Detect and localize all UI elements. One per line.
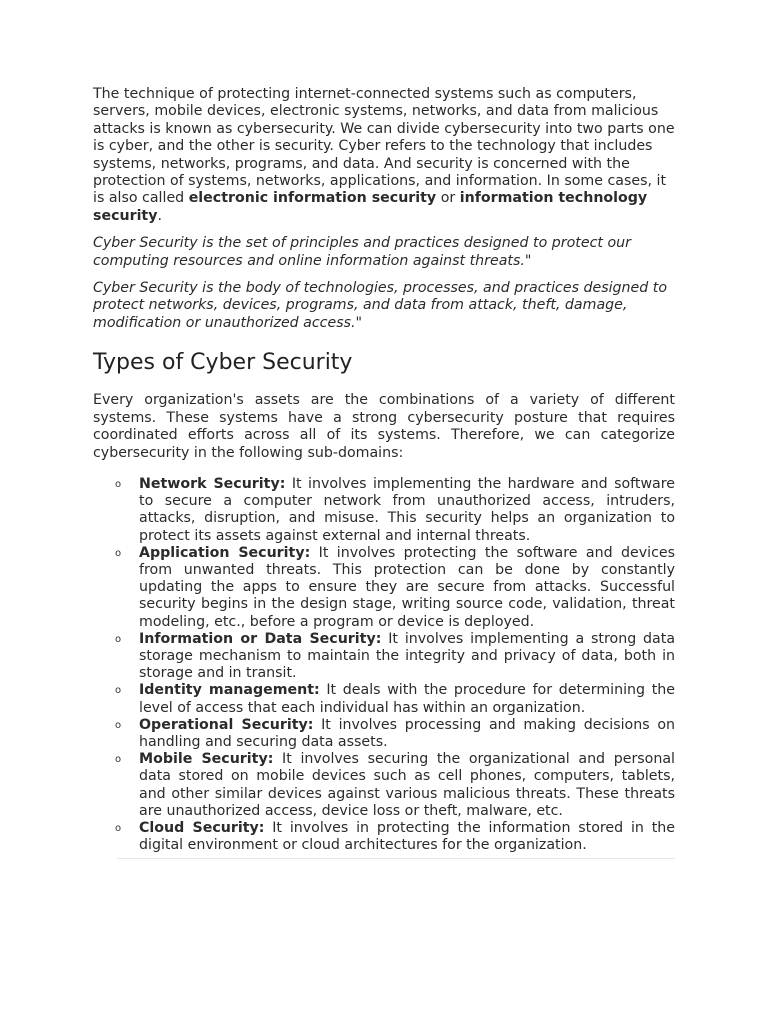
subdomain-list — [93, 476, 675, 854]
intro-paragraph — [93, 86, 675, 225]
list-item-operational-security — [115, 716, 675, 751]
quote-text: Cyber Security is the set of principles and practices designed to protect our computing resources and online information against threats. — [93, 235, 631, 269]
item-text: It deals with the procedure for determining the level of access that each individual has within an organization. — [139, 682, 675, 716]
item-text: It involves protecting the software and devices from unwanted threats. This protection can be done by constantly updating the apps to ensure they are secure from attacks. Successful security begins in the design stage, writing source code, validation, threat modeling, etc., before a program or device is deployed. — [139, 544, 675, 630]
item-term: Mobile Security: — [139, 751, 274, 768]
item-text: It involves securing the organizational and personal data stored on mobile devices such as cell phones, computers, tablets, and other similar devices against various malicious threats. These threats are unauthorized access, device loss or theft, malware, etc. — [139, 751, 675, 819]
term-electronic-information-security: electronic information security — [188, 190, 437, 207]
item-text: It involves implementing a strong data storage mechanism to maintain the integrity and privacy of data, both in storage and in transit. — [139, 630, 676, 682]
list-item-identity-management — [115, 682, 675, 716]
divider-line — [117, 858, 675, 859]
document-page — [93, 86, 675, 859]
item-term: Operational Security: — [139, 716, 314, 733]
item-term: Information or Data Security: — [139, 630, 382, 647]
term-information-technology-security: information technology security — [93, 190, 648, 224]
list-item-network-security — [115, 475, 675, 545]
item-term: Cloud Security: — [139, 819, 265, 836]
item-term: Identity management: — [139, 682, 320, 699]
item-text: It involves processing and making decisions on handling and securing data assets. — [139, 716, 675, 750]
quote-end: " — [524, 252, 532, 269]
list-item-cloud-security — [115, 819, 675, 854]
section-heading-types: Types of Cyber Security — [93, 350, 353, 376]
item-text: It involves implementing the hardware and software to secure a computer network from unauthorized access, intruders, attacks, disruption, and misuse. This security helps an organization to protect its assets against external and internal threats. — [139, 475, 675, 544]
list-item-mobile-security — [115, 751, 675, 820]
bullet-marker: o — [115, 547, 122, 559]
quote-end: " — [355, 314, 363, 331]
list-item-application-security — [115, 544, 675, 631]
bullet-marker: o — [115, 478, 122, 490]
intro-text: The technique of protecting internet-connected systems such as computers, servers, mobile devices, electronic systems, networks, and data from malicious attacks is known as cybersecurity. We can divide cybersecurity into two parts one is cyber, and the other is security. Cyber refers to the technology that includes systems, networks, programs, and data. And security is concerned with the protection of systems, networks, applications, and information. In some cases, it is also called — [93, 86, 675, 207]
list-item-data-security — [115, 630, 676, 683]
item-text: It involves in protecting the information stored in the digital environment or cloud architectures for the organization. — [139, 819, 675, 854]
intro-connector: or — [436, 190, 460, 207]
bullet-marker: o — [115, 685, 122, 697]
definition-quote-2 — [93, 280, 675, 332]
bullet-marker: o — [115, 822, 122, 834]
definition-quote-1 — [93, 235, 675, 270]
item-term: Application Security: — [139, 544, 311, 561]
intro-end: . — [157, 207, 162, 224]
bullet-marker: o — [115, 633, 122, 645]
quote-text: Cyber Security is the body of technologies, processes, and practices designed to protect networks, devices, programs, and data from attack, theft, damage, modification or unauthorized access. — [93, 280, 668, 331]
bullet-marker: o — [115, 719, 122, 731]
bullet-marker: o — [115, 754, 122, 766]
types-intro-paragraph: Every organization's assets are the combinations of a variety of different systems. These systems have a strong cybersecurity posture that requires coordinated efforts across all of its systems. Therefore, we can categorize cybersecurity in the following sub-domains: — [93, 392, 675, 461]
item-term: Network Security: — [139, 475, 286, 492]
